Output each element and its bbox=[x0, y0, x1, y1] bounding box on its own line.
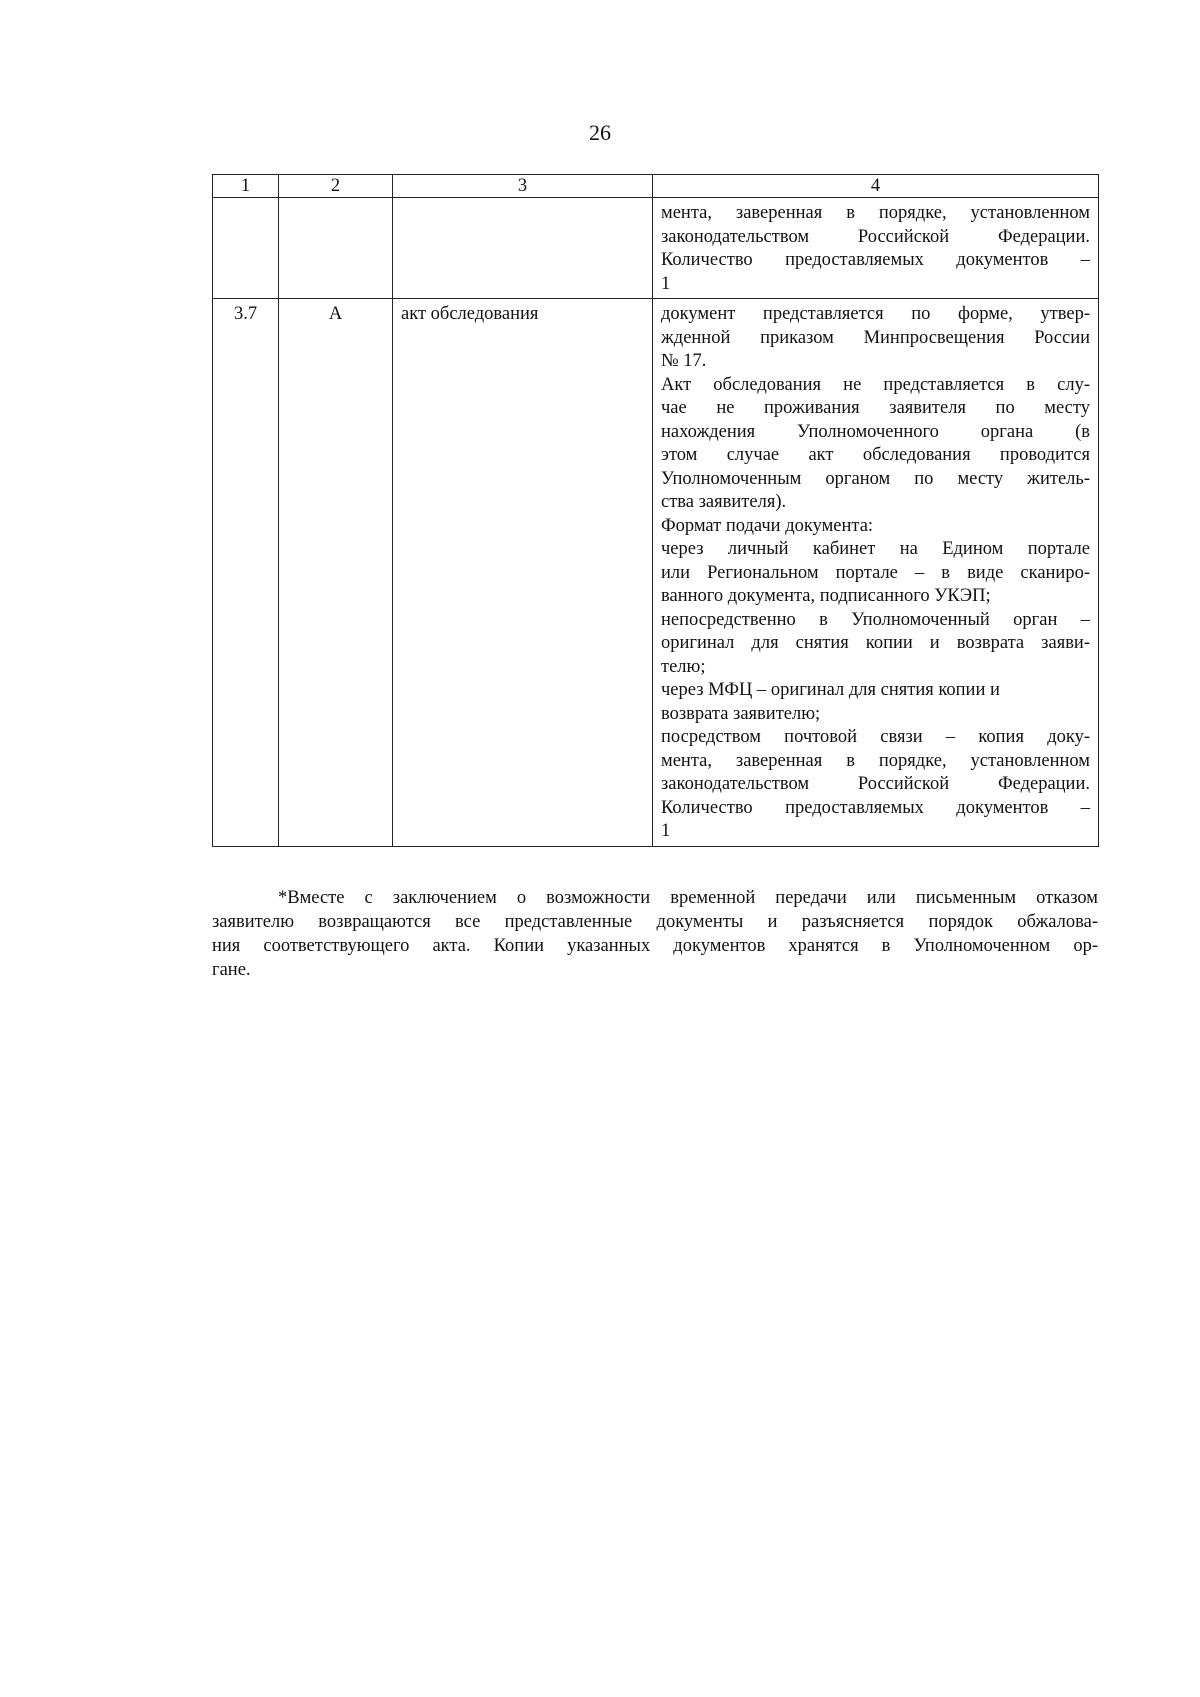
column-header-4: 4 bbox=[653, 175, 1099, 198]
description-line: через МФЦ – оригинал для снятия копии и bbox=[661, 680, 1000, 700]
table-row-3-7 bbox=[213, 299, 1099, 847]
description-line: или Региональном портале – в виде сканиро- bbox=[661, 562, 1090, 583]
cell-description bbox=[653, 299, 1099, 847]
description-line: № 17. bbox=[661, 351, 707, 371]
description-line: нахождения Уполномоченного органа (в bbox=[661, 421, 1090, 442]
cell-description bbox=[653, 198, 1099, 299]
cell-document-name bbox=[393, 198, 653, 299]
description-line: мента, заверенная в порядке, установленном bbox=[661, 203, 1090, 223]
table-header-row bbox=[213, 175, 1099, 198]
description-line: ства заявителя). bbox=[661, 492, 787, 512]
footnote-line: заявителю возвращаются все представленные документы и разъясняется порядок обжалова- bbox=[212, 912, 1098, 932]
description-line: 1 bbox=[661, 821, 671, 841]
cell-document-name: акт обследования bbox=[393, 299, 653, 847]
description-line: Акт обследования не представляется в слу- bbox=[661, 374, 1090, 395]
description-line: посредством почтовой связи – копия доку- bbox=[661, 727, 1090, 747]
column-header-3: 3 bbox=[393, 175, 653, 198]
document-table bbox=[212, 174, 1099, 847]
cell-code: А bbox=[279, 299, 393, 847]
description-line: законодательством Российской Федерации. bbox=[661, 774, 1090, 794]
description-line: возврата заявителю; bbox=[661, 703, 821, 724]
description-line: через личный кабинет на Едином портале bbox=[661, 539, 1090, 559]
description-line: документ представляется по форме, утвер- bbox=[661, 304, 1090, 324]
description-line: Количество предоставляемых документов – bbox=[661, 250, 1090, 270]
cell-number: 3.7 bbox=[213, 299, 279, 847]
cell-number bbox=[213, 198, 279, 299]
description-line: Количество предоставляемых документов – bbox=[661, 797, 1090, 818]
description-line: 1 bbox=[661, 273, 671, 294]
description-line: телю; bbox=[661, 656, 706, 677]
description-line: Формат подачи документа: bbox=[661, 515, 874, 536]
footnote-line: гане. bbox=[212, 960, 251, 980]
description-line: чае не проживания заявителя по месту bbox=[661, 398, 1090, 418]
description-line: непосредственно в Уполномоченный орган – bbox=[661, 609, 1090, 630]
description-line: жденной приказом Минпросвещения России bbox=[661, 327, 1090, 348]
footnote-line: *Вместе с заключением о возможности временной передачи или письменным отказом bbox=[278, 888, 1098, 908]
column-header-1: 1 bbox=[213, 175, 279, 198]
description-line: ванного документа, подписанного УКЭП; bbox=[661, 586, 991, 606]
description-line: законодательством Российской Федерации. bbox=[661, 226, 1090, 247]
page-number: 26 bbox=[589, 120, 611, 145]
description-line: оригинал для снятия копии и возврата заяви- bbox=[661, 633, 1090, 653]
description-line: мента, заверенная в порядке, установленном bbox=[661, 750, 1090, 771]
description-line: Уполномоченным органом по месту житель- bbox=[661, 468, 1090, 489]
cell-code bbox=[279, 198, 393, 299]
description-line: этом случае акт обследования проводится bbox=[661, 445, 1090, 465]
table-row-continuation bbox=[213, 198, 1099, 299]
column-header-2: 2 bbox=[279, 175, 393, 198]
footnote-line: ния соответствующего акта. Копии указанных документов хранятся в Уполномоченном ор- bbox=[212, 936, 1098, 956]
footnote bbox=[212, 886, 1098, 982]
